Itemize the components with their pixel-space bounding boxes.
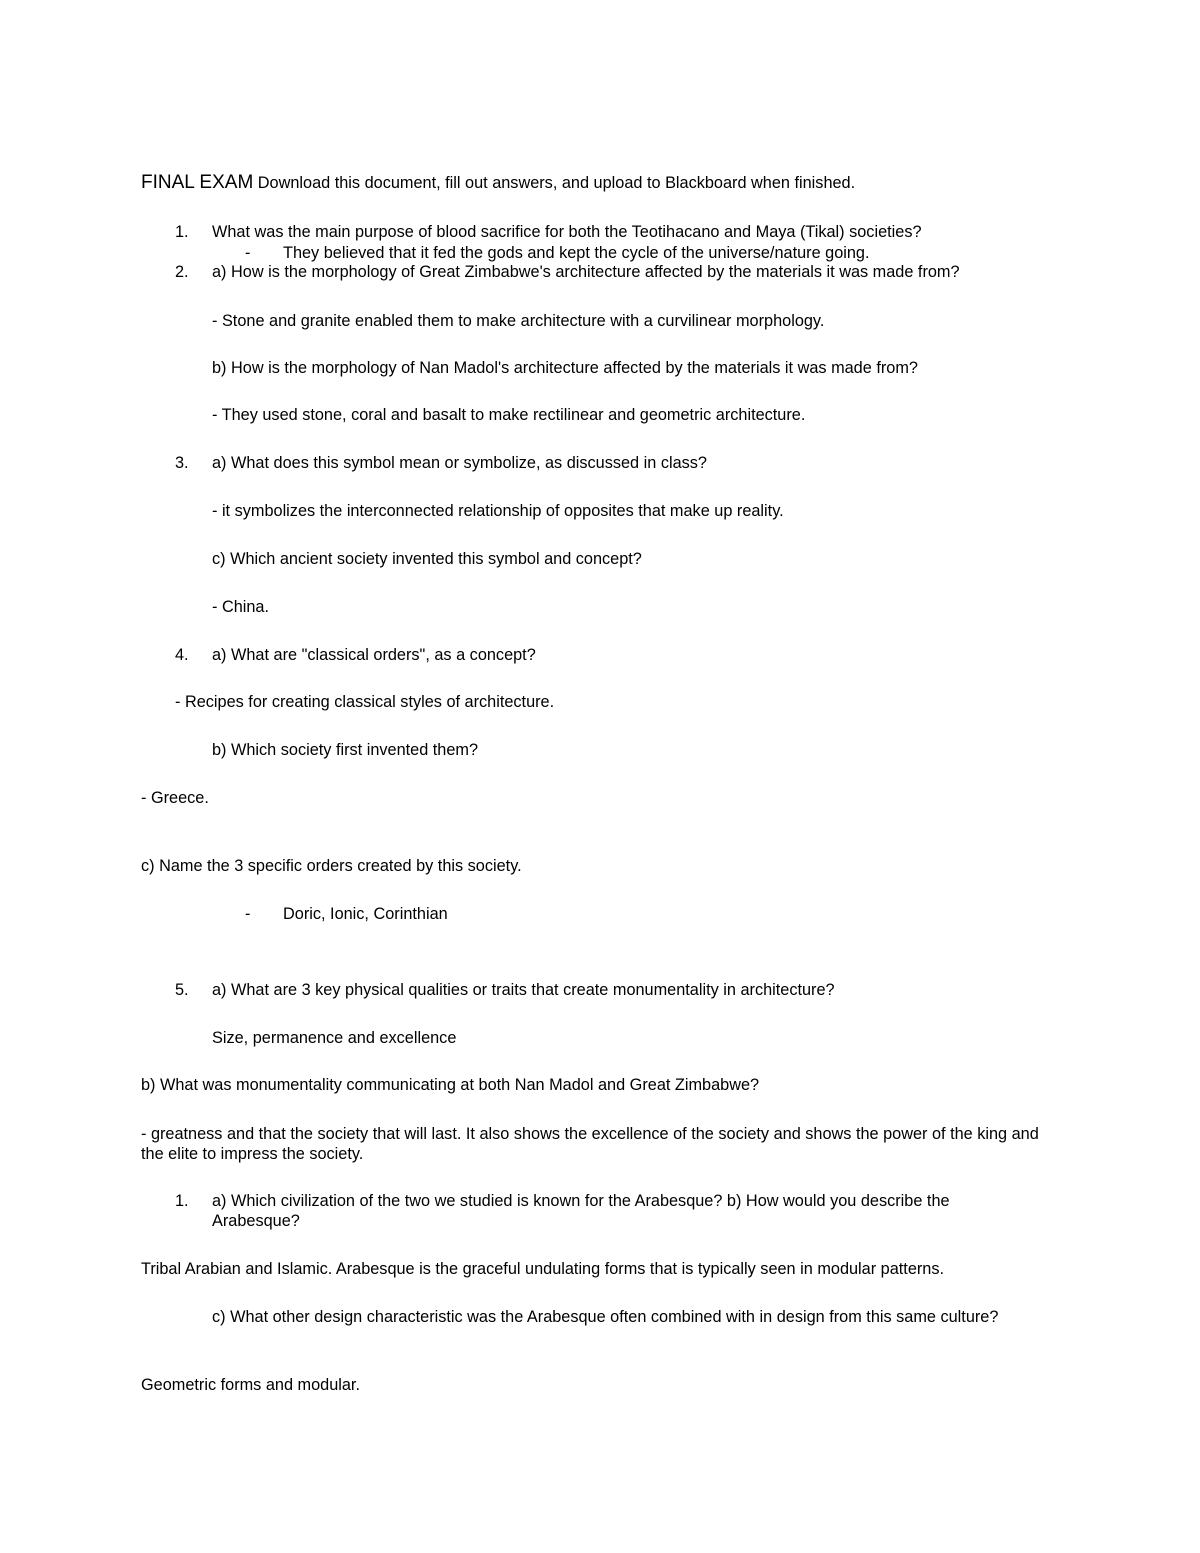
q6-number: 1. — [175, 1192, 189, 1210]
exam-header — [141, 173, 855, 193]
q4-number: 4. — [175, 646, 189, 664]
q3c-answer: - China. — [212, 598, 270, 616]
q4a-question: a) What are "classical orders", as a concept? — [212, 646, 536, 664]
q4b-question: b) Which society first invented them? — [212, 741, 479, 759]
q5b-answer: - greatness and that the society that will last. It also shows the excellence of the society and shows the power of the king and the elite to impress the society. — [141, 1125, 1039, 1163]
q2b-answer: - They used stone, coral and basalt to make rectilinear and geometric architecture. — [212, 406, 806, 424]
q4b-answer: - Greece. — [141, 789, 209, 807]
q5a-answer: Size, permanence and excellence — [212, 1029, 457, 1047]
q6c-answer: Geometric forms and modular. — [141, 1376, 360, 1394]
exam-instructions: Download this document, fill out answers, and upload to Blackboard when finished. — [257, 174, 856, 192]
q6c-question: c) What other design characteristic was the Arabesque often combined with in design from this same culture? — [212, 1308, 999, 1326]
q2b-question: b) How is the morphology of Nan Madol's architecture affected by the materials it was made from? — [212, 359, 918, 377]
q4c-question: c) Name the 3 specific orders created by this society. — [141, 857, 522, 875]
q6ab-answer: Tribal Arabian and Islamic. Arabesque is the graceful undulating forms that is typically seen in modular patterns. — [141, 1260, 945, 1278]
q3a-question: a) What does this symbol mean or symbolize, as discussed in class? — [212, 454, 707, 472]
q2-number: 2. — [175, 263, 189, 281]
q4c-answer: Doric, Ionic, Corinthian — [283, 905, 448, 923]
q1-number: 1. — [175, 223, 189, 241]
q3-number: 3. — [175, 454, 189, 472]
q5-number: 5. — [175, 981, 189, 999]
q1-answer: They believed that it fed the gods and kept the cycle of the universe/nature going. — [283, 244, 870, 262]
q6ab-question: a) Which civilization of the two we studied is known for the Arabesque? b) How would you describe the Arabesque? — [212, 1192, 950, 1230]
q5b-question: b) What was monumentality communicating at both Nan Madol and Great Zimbabwe? — [141, 1076, 760, 1094]
q1-bullet: - — [245, 244, 251, 262]
q4a-answer: - Recipes for creating classical styles of architecture. — [175, 693, 555, 711]
q3a-answer: - it symbolizes the interconnected relationship of opposites that make up reality. — [212, 502, 784, 520]
q2a-answer: - Stone and granite enabled them to make architecture with a curvilinear morphology. — [212, 312, 825, 330]
q4c-bullet: - — [245, 905, 251, 923]
q3c-question: c) Which ancient society invented this symbol and concept? — [212, 550, 642, 568]
exam-title: FINAL EXAM — [141, 172, 254, 193]
q5a-question: a) What are 3 key physical qualities or traits that create monumentality in architecture? — [212, 981, 835, 999]
q2a-question: a) How is the morphology of Great Zimbabwe's architecture affected by the materials it was made from? — [212, 263, 960, 281]
q1-question: What was the main purpose of blood sacrifice for both the Teotihacano and Maya (Tikal) societies? — [212, 223, 922, 241]
